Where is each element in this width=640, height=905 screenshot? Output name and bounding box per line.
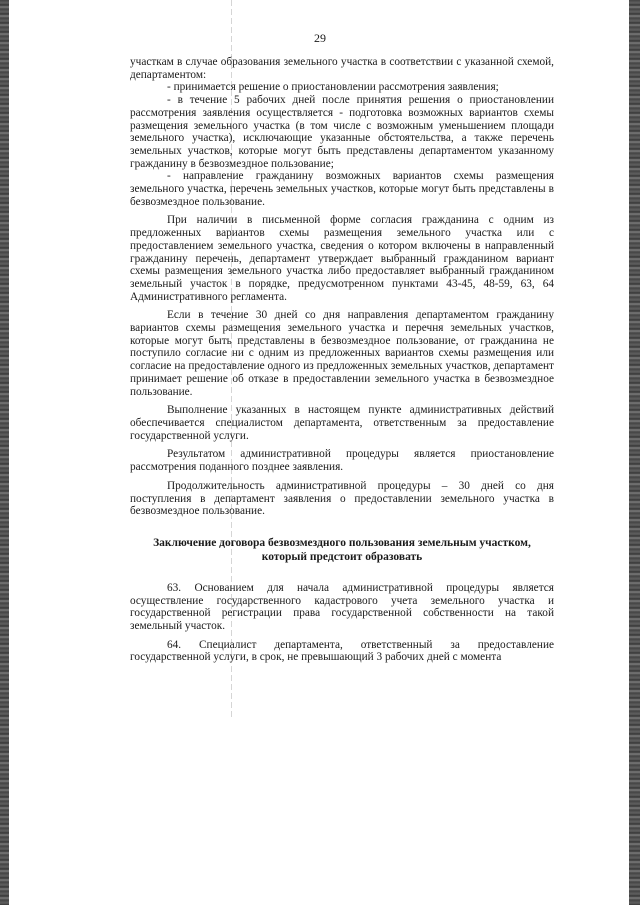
paragraph: При наличии в письменной форме согласия гражданина с одним из предложенных вариантов схемы размещения земельного участка или с предоставлением земельного участка, сведения о котором включены в направленный гражданину перечень, департамент утверждает выбранный гражданином вариант схемы размещения земельного участка либо предоставляет выбранный гражданином земельный участок в порядке, предусмотренном пунктами 43-45, 48-59, 63, 64 Административного регламента. [130, 214, 554, 303]
list-item: - в течение 5 рабочих дней после принятия решения о приостановлении рассмотрения заявления осуществляется - подготовка возможных вариантов схемы размещения земельного участка (в том числе с возможным уменьшением площади земельного участка), исключающие указанные обстоятельства, а также перечень земельных участков, которые могут быть представлены департаментом указанному гражданину в безвозмездное пользование; [130, 94, 554, 170]
paragraph: Продолжительность административной процедуры – 30 дней со дня поступления в департамент заявления о предоставлении земельного участка в безвозмездное пользование. [130, 479, 554, 518]
page-number: 29 [314, 31, 326, 45]
section-heading: Заключение договора безвозмездного пользования земельным участком, который предстоит образовать [153, 536, 531, 563]
list-item: - направление гражданину возможных вариантов схемы размещения земельного участка, перечень земельных участков, которые могут быть представлены в безвозмездное пользование. [130, 170, 554, 208]
scan-edge-left [0, 0, 9, 905]
paragraph: Если в течение 30 дней со дня направления департаментом гражданину вариантов схемы размещения земельного участка и перечня земельных участков, которые могут быть представлены в безвозмездное пользование, от гражданина не поступило согласие ни с одним из предложенных вариантов схемы размещения или согласие на предоставление одного из предложенных земельных участков, департамент принимает решение об отказе в предоставлении земельного участка в безвозмездное пользование. [130, 309, 554, 398]
document-body [130, 56, 554, 664]
paragraph: участкам в случае образования земельного участка в соответствии с указанной схемой, департаментом: [130, 56, 554, 81]
list-item: - принимается решение о приостановлении рассмотрения заявления; [167, 81, 499, 94]
paragraph: 63. Основанием для начала административной процедуры является осуществление государственного кадастрового учета земельного участка и государственной регистрации права государственной собственности на такой земельный участок. [130, 581, 554, 633]
paragraph: Результатом административной процедуры является приостановление рассмотрения поданного позднее заявления. [130, 448, 554, 474]
paragraph: 64. Специалист департамента, ответственный за предоставление государственной услуги, в срок, не превышающий 3 рабочих дней с момента [130, 638, 554, 664]
scan-edge-right [629, 0, 640, 905]
paragraph: Выполнение указанных в настоящем пункте административных действий обеспечивается специалистом департамента, ответственным за предоставление государственной услуги. [130, 404, 554, 442]
